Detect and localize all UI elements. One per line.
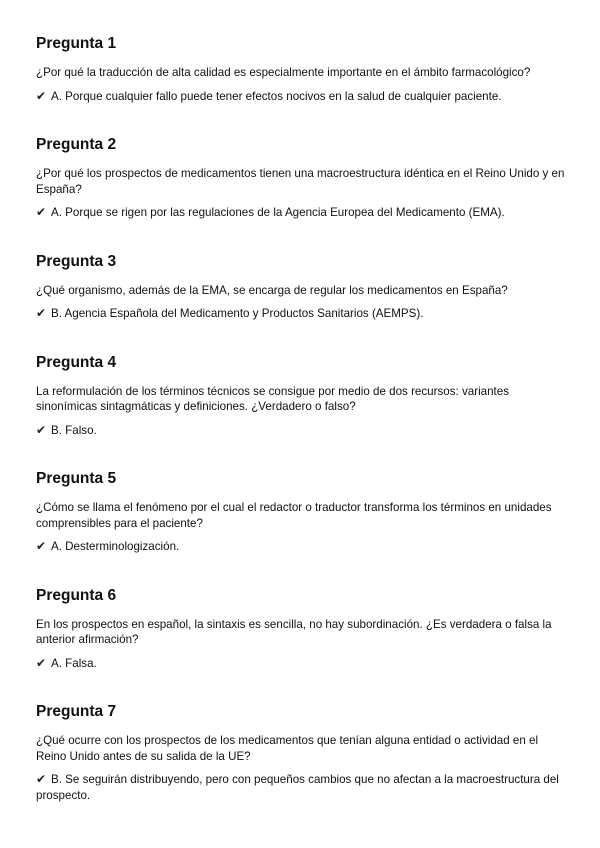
answer-text: A. Falsa. bbox=[51, 656, 97, 670]
question-title: Pregunta 2 bbox=[36, 136, 117, 153]
question-title: Pregunta 4 bbox=[36, 353, 117, 371]
question-block-2 bbox=[36, 135, 566, 221]
answer-text: B. Falso. bbox=[51, 423, 97, 437]
question-title: Pregunta 5 bbox=[36, 470, 117, 487]
answer-text: B. Agencia Española del Medicamento y Productos Sanitarios (AEMPS). bbox=[51, 307, 424, 320]
question-title: Pregunta 7 bbox=[36, 703, 117, 720]
question-text: ¿Por qué la traducción de alta calidad es especialmente importante en el ámbito farmacológico? bbox=[36, 66, 531, 79]
answer-text: A. Porque se rigen por las regulaciones de la Agencia Europea del Medicamento (EMA). bbox=[51, 206, 505, 219]
check-mark-icon: ✔ bbox=[36, 772, 47, 786]
question-block-5 bbox=[36, 469, 566, 555]
question-answer bbox=[36, 205, 566, 221]
check-mark-icon: ✔ bbox=[36, 655, 47, 670]
question-text: En los prospectos en español, la sintaxis es sencilla, no hay subordinación. ¿Es verdadera o falsa la anterior afirmación? bbox=[36, 617, 552, 646]
question-title: Pregunta 6 bbox=[36, 586, 117, 604]
question-text: ¿Qué ocurre con los prospectos de los medicamentos que tenían alguna entidad o actividad en el Reino Unido antes de su salida de la UE? bbox=[36, 734, 539, 763]
answer-text: A. Desterminologización. bbox=[51, 540, 180, 553]
answer-text: B. Se seguirán distribuyendo, pero con pequeños cambios que no afectan a la macroestructura del prospecto. bbox=[36, 773, 559, 802]
question-answer bbox=[36, 89, 566, 105]
answer-text: A. Porque cualquier fallo puede tener efectos nocivos en la salud de cualquier paciente. bbox=[51, 89, 502, 103]
check-mark-icon: ✔ bbox=[36, 205, 47, 219]
question-text: ¿Por qué los prospectos de medicamentos tienen una macroestructura idéntica en el Reino Unido y en España? bbox=[36, 167, 565, 196]
question-block-6 bbox=[36, 586, 566, 672]
question-block-7 bbox=[36, 702, 566, 803]
question-text: ¿Qué organismo, además de la EMA, se encarga de regular los medicamentos en España? bbox=[36, 283, 508, 297]
question-answer bbox=[36, 423, 566, 439]
check-mark-icon: ✔ bbox=[36, 306, 47, 320]
question-block-4 bbox=[36, 353, 566, 439]
question-answer bbox=[36, 539, 566, 555]
question-title: Pregunta 1 bbox=[36, 35, 117, 52]
question-block-1 bbox=[36, 34, 566, 104]
question-text: ¿Cómo se llama el fenómeno por el cual el redactor o traductor transforma los términos en unidades comprensibles para el paciente? bbox=[36, 501, 552, 530]
check-mark-icon: ✔ bbox=[36, 539, 47, 553]
question-answer bbox=[36, 772, 566, 803]
question-answer bbox=[36, 656, 566, 672]
question-answer bbox=[36, 306, 566, 322]
question-text: La reformulación de los términos técnicos se consigue por medio de dos recursos: variantes sinonímicas sintagmáticas y definiciones. ¿Verdadero o falso? bbox=[36, 384, 510, 413]
quiz-document bbox=[36, 34, 566, 834]
question-title: Pregunta 3 bbox=[36, 252, 117, 270]
check-mark-icon: ✔ bbox=[36, 422, 47, 437]
check-mark-icon: ✔ bbox=[36, 88, 47, 103]
question-block-3 bbox=[36, 252, 566, 322]
